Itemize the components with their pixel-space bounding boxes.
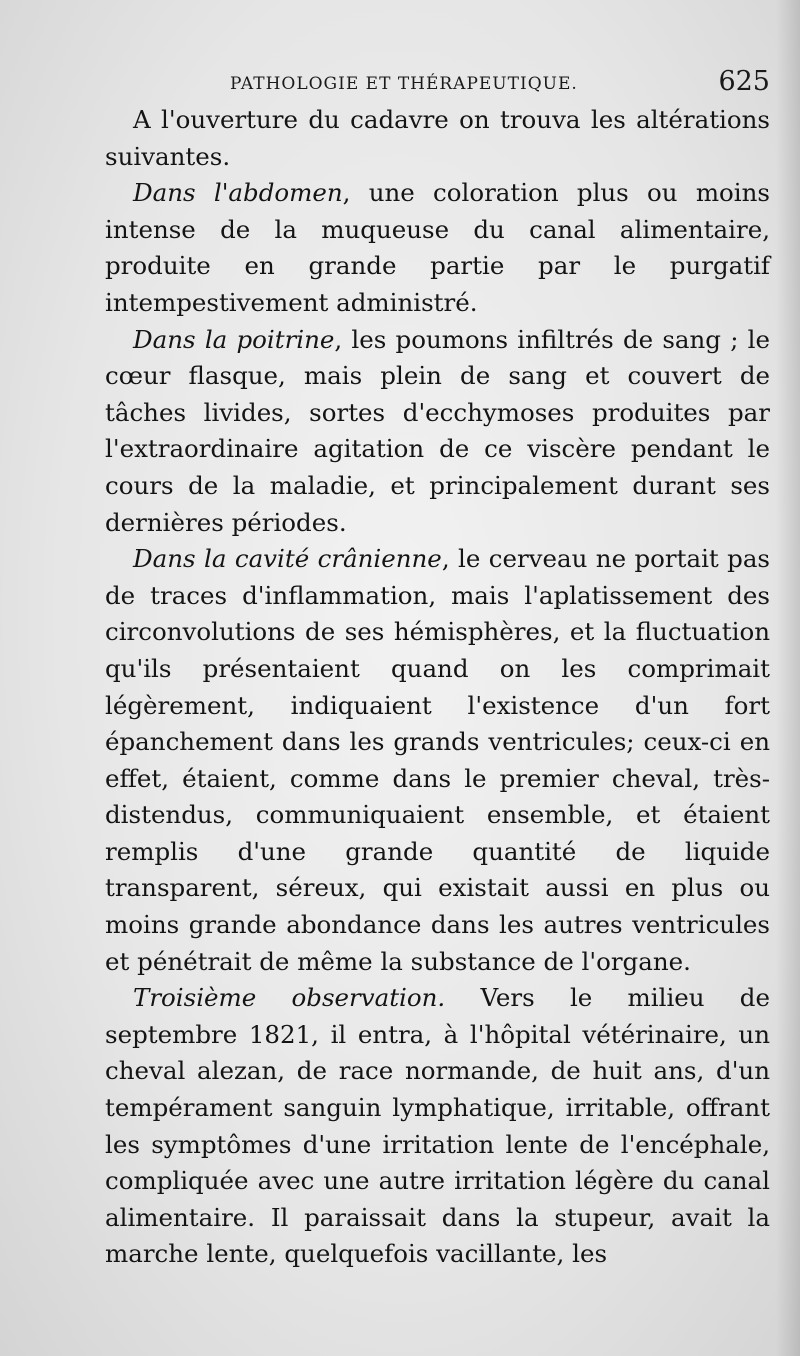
paragraph-third-observation — [105, 980, 770, 1273]
paragraph-lead: Dans la cavité crânienne — [133, 544, 442, 574]
paragraph-autopsy-intro — [105, 102, 770, 175]
running-title: PATHOLOGIE ET THÉRAPEUTIQUE. — [230, 74, 578, 94]
paragraph-abdomen — [105, 175, 770, 321]
paragraph-lead: Dans l'abdomen — [133, 178, 343, 208]
paragraph-body: , les poumons infiltrés de sang ; le cœur flasque, mais plein de sang et couvert de tâches livides, sortes d'ecchymoses produites par l'extraordinaire agitation de ce viscère pendant le cours de la maladie, et principalement durant ses dernières périodes. — [105, 324, 771, 537]
paragraph-lead: Troisième observation. — [133, 983, 446, 1013]
body-text — [105, 102, 770, 1273]
paragraph-cranial-cavity — [105, 541, 770, 980]
paragraph-lead: Dans la poitrine — [133, 324, 335, 354]
paragraph-chest — [105, 322, 770, 542]
page-number: 625 — [718, 66, 770, 97]
paragraph-body: , une coloration plus ou moins intense de la muqueuse du canal alimentaire, produite en grande partie par le purgatif intempestivement administré. — [105, 178, 770, 317]
paragraph-body: A l'ouverture du cadavre on trouva les altérations suivantes. — [105, 105, 770, 171]
page-edge-shadow — [776, 0, 800, 1356]
paragraph-body: Vers le milieu de septembre 1821, il entra, à l'hôpital vétérinaire, un cheval alezan, de race normande, de huit ans, d'un tempérament sanguin lymphatique, irritable, offrant les symptômes d'une irritation lente de l'encéphale, compliquée avec une autre irritation légère du canal alimentaire. Il paraissait dans la stupeur, avait la marche lente, quelquefois vacillante, les — [105, 983, 770, 1269]
paragraph-body: , le cerveau ne portait pas de traces d'inflammation, mais l'aplatissement des circonvolutions de ses hémisphères, et la fluctuation qu'ils présentaient quand on les comprimait légèrement, indiquaient l'existence d'un fort épanchement dans les grands ventricules; ceux-ci en effet, étaient, comme dans le premier cheval, très-distendus, communiquaient ensemble, et étaient remplis d'une grande quantité de liquide transparent, séreux, qui existait aussi en plus ou moins grande abondance dans les autres ventricules et pénétrait de même la substance de l'organe. — [105, 544, 771, 976]
running-head — [105, 66, 770, 102]
